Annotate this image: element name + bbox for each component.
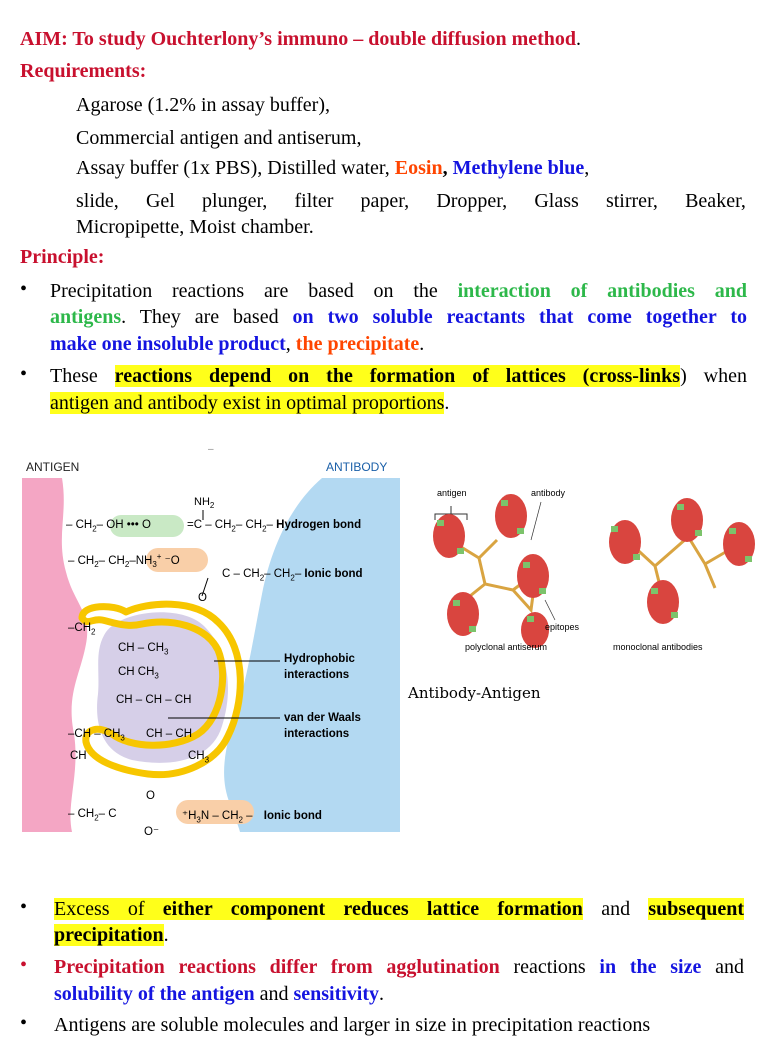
requirements-item-equipment <box>76 188 746 214</box>
req-word: Gel <box>145 190 175 212</box>
bottom-ionic-row <box>68 808 117 822</box>
bottom-bullet-4-line-1 <box>54 954 744 980</box>
requirements-item-agarose: Agarose (1.2% in assay buffer), <box>76 94 330 116</box>
bullet-2-dot: • <box>20 363 28 385</box>
bullet-1-dot: • <box>20 278 28 300</box>
hydrogen-bond-row <box>66 519 151 533</box>
principle-bullet-1-line-1 <box>50 278 747 304</box>
ch3-sub: 3 <box>154 671 159 681</box>
ch-ch3-row <box>68 728 125 742</box>
req-word: paper, <box>360 190 410 212</box>
ch3-ch-row-text: CH – CH <box>146 728 193 740</box>
bottom-h3n-sub: 3 <box>196 815 201 825</box>
b1-period: . <box>419 333 425 355</box>
vdw-label: van der Waals interactions <box>284 712 361 740</box>
bottom-bullet-5-cut: Antigens are soluble molecules and larger in size in precipitation reactions <box>54 1014 651 1036</box>
ch3-bottom-sub: 3 <box>204 755 210 765</box>
principle-bullet-2-line-2 <box>50 390 449 416</box>
ch2-text: –CH <box>68 622 92 634</box>
req-word: plunger, <box>202 190 268 212</box>
req-word: Glass <box>534 190 579 212</box>
row2-a: 2 <box>94 560 99 570</box>
polyclonal-label: polyclonal antiserum <box>465 642 548 652</box>
b2-highlight: reactions depend on the formation of lattices (cross-links <box>114 365 681 387</box>
b4-text1: reactions <box>499 956 600 978</box>
requirements-buffer-text: Assay buffer (1x PBS), Distilled water, <box>76 157 395 179</box>
ionic-bond-row <box>68 552 180 569</box>
nh2-label <box>194 496 214 510</box>
carbonyl-o: O <box>198 592 207 604</box>
row2-nh3-sup: + <box>156 552 162 561</box>
row2-nh3-sub: 3 <box>152 560 157 570</box>
requirements-comma: , <box>584 157 590 179</box>
row2-r3: 2 <box>290 573 295 583</box>
b1-text: Precipitation reactions are based on the <box>50 280 458 302</box>
b2-highlight-2: antigen and antibody exist in optimal proportions <box>50 392 445 414</box>
ch-ch3-text: CH – CH <box>118 642 165 654</box>
b4-red: Precipitation reactions differ from agglutination <box>54 956 500 978</box>
antibody-antigen-svg <box>405 480 765 660</box>
b4-blue3: sensitivity <box>293 983 380 1005</box>
b3-hl3: precipitation <box>54 924 164 946</box>
epitope-leader <box>545 600 555 620</box>
antibody-small-label: antibody <box>531 488 566 498</box>
row2-o: ⁻O <box>161 554 180 567</box>
b1-orange: the precipitate <box>295 333 420 355</box>
monoclonal-label: monoclonal antibodies <box>613 642 703 652</box>
aim-text: AIM: To study Ouchterlony’s immuno – double diffusion method <box>20 28 577 50</box>
b3-hl1: either component reduces lattice formation <box>162 898 583 920</box>
ch3-ch-ch2-text: CH – CH – CH <box>116 694 192 706</box>
row1-sub3: 2 <box>262 524 267 534</box>
epitopes-label: epitopes <box>545 622 580 632</box>
requirements-sep: , <box>442 157 453 179</box>
row1-sub1: 2 <box>92 524 97 534</box>
bottom-left-sub: 2 <box>94 813 99 823</box>
ch2-sub: 2 <box>91 627 96 637</box>
b1-green: interaction of antibodies and <box>457 280 747 302</box>
ch3-bottom-text: CH <box>188 750 205 762</box>
hydrophobic-label: Hydrophobic interactions <box>284 653 355 681</box>
row2-b: – CH <box>98 554 125 567</box>
ionic-bond-label-2: Ionic bond <box>263 810 322 822</box>
bonding-figure <box>22 444 400 838</box>
ch-ch3-row-sub: 3 <box>120 733 125 743</box>
requirements-eosin: Eosin <box>394 157 443 179</box>
b4-text3: and <box>254 983 294 1005</box>
principle-bullet-1-line-3 <box>50 331 424 357</box>
b4-blue1: in the size <box>599 956 702 978</box>
nh2-sub: 2 <box>209 501 215 511</box>
req-word: filter <box>294 190 334 212</box>
ch-bottom: CH <box>70 750 87 762</box>
bottom-o: O <box>146 790 155 802</box>
b4-blue2: solubility of the antigen <box>54 983 255 1005</box>
antibody-leader <box>531 502 541 540</box>
b1-comma: , <box>285 333 296 355</box>
b2-text: These <box>50 365 115 387</box>
antigen-label: ANTIGEN <box>26 460 80 474</box>
polyclonal-cluster <box>433 494 549 648</box>
bottom-c: – C <box>98 808 117 820</box>
row1-mid: – CH <box>235 519 263 531</box>
row2-left: – CH <box>68 554 95 567</box>
antigen-small-label: antigen <box>437 488 467 498</box>
req-word: Beaker, <box>685 190 746 212</box>
ionic-bond-label-1: Ionic bond <box>304 568 363 580</box>
bottom-n-sub: 2 <box>238 815 243 825</box>
b1-blue-2: make one insoluble product <box>50 333 286 355</box>
bottom-n: N – CH <box>200 810 239 822</box>
ch-ch3-sub: 3 <box>164 647 169 657</box>
requirements-heading: Requirements: <box>20 60 147 82</box>
row1-sub2: 2 <box>231 524 236 534</box>
b3-text2: and <box>582 898 649 920</box>
b3-period: . <box>163 924 169 946</box>
b3-text1: Excess of <box>54 898 163 920</box>
bullet-4-dot: • <box>20 954 28 976</box>
ch2-label <box>68 622 95 636</box>
hydrogen-bond-label: Hydrogen bond <box>276 519 362 531</box>
hydrogen-bond-right <box>187 519 361 533</box>
row1-oh: – OH ••• O <box>96 519 151 531</box>
ch-ch3-label <box>118 642 168 656</box>
principle-bullet-2-line-1 <box>50 363 747 389</box>
requirements-item-antigen: Commercial antigen and antiserum, <box>76 127 362 149</box>
req-word: stirrer, <box>605 190 658 212</box>
row2-r4: – <box>294 568 302 580</box>
antibody-label: ANTIBODY <box>326 460 388 474</box>
ch3-ch-ch2-label <box>116 694 191 706</box>
b1-blue: on two soluble reactants that come together to <box>292 306 747 328</box>
bottom-dash: – <box>242 810 253 822</box>
figure-caption: Antibody-Antigen <box>408 684 541 702</box>
row2-right: C – CH <box>222 568 260 580</box>
requirements-item-buffer <box>76 155 589 181</box>
b1-green-2: antigens <box>50 306 122 328</box>
monoclonal-cluster <box>609 498 755 624</box>
row2-c: 2 <box>124 560 130 570</box>
bottom-bullet-3-line-1 <box>54 896 744 922</box>
bottom-ominus: O⁻ <box>144 826 160 838</box>
b3-hl2: subsequent <box>648 898 744 920</box>
bottom-h3n-text: ⁺H <box>182 810 197 822</box>
requirements-methylene-blue: Methylene blue <box>452 157 585 179</box>
b2-period: . <box>444 392 450 414</box>
figure-top-dash: – <box>208 444 214 455</box>
b4-text2: and <box>701 956 745 978</box>
aim-period: . <box>576 28 582 50</box>
principle-bullet-1-line-2 <box>50 304 747 330</box>
bottom-left: – CH <box>68 808 95 820</box>
b4-period: . <box>379 983 385 1005</box>
ch3-ch3-text: CH CH <box>118 666 155 678</box>
aim-line <box>20 28 581 51</box>
req-word: Dropper, <box>436 190 508 212</box>
principle-heading: Principle: <box>20 246 105 268</box>
row1-end: – <box>266 519 273 531</box>
bottom-h3n <box>182 808 322 824</box>
ch-ch3-row-text: –CH – CH <box>68 728 121 740</box>
bullet-3-dot: • <box>20 896 28 918</box>
ch3-ch-row <box>146 728 192 740</box>
ch3-bottom <box>188 750 209 764</box>
row2-r1: 2 <box>259 573 265 583</box>
b2-end: ) when <box>680 365 747 387</box>
req-word: slide, <box>76 190 119 212</box>
antibody-antigen-figure <box>405 480 765 660</box>
nh2-text: NH <box>194 496 210 508</box>
b1-text-2: . They are based <box>121 306 293 328</box>
row2-nh3: –NH <box>129 554 153 567</box>
ionic-bond-right <box>222 568 363 582</box>
bullet-5-dot: • <box>20 1012 28 1034</box>
bottom-bullet-3-line-2 <box>54 922 169 948</box>
row1-right: =C – CH <box>187 519 232 531</box>
row1-left: – CH <box>66 519 93 531</box>
bottom-bullet-4-line-2 <box>54 981 384 1007</box>
ch3-ch3-label <box>118 666 159 680</box>
row2-r2: – CH <box>264 568 291 580</box>
requirements-item-micropipette: Micropipette, Moist chamber. <box>76 216 314 238</box>
